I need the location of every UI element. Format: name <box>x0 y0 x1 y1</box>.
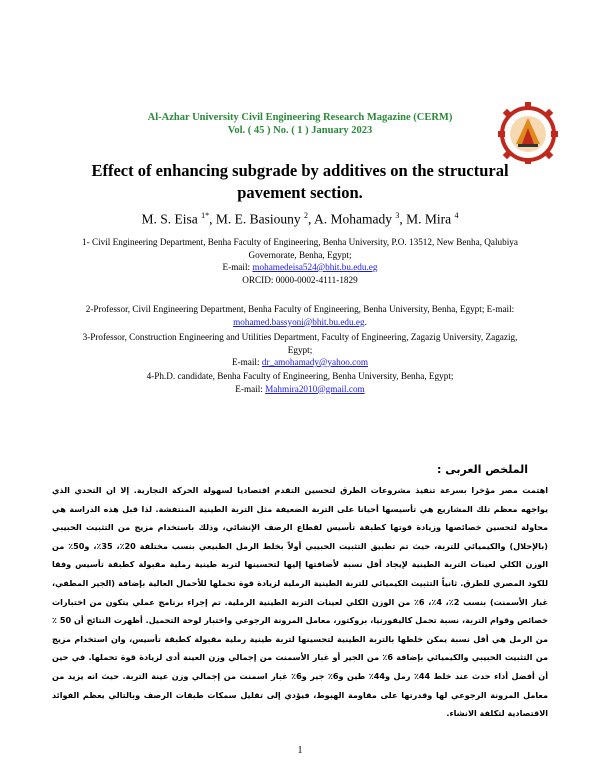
affiliation-2: 2-Professor, Civil Engineering Department, Benha Faculty of Engineering, Benha University, Benha, Egypt; E-mail: mohamed.bassyoni@bhit.bu.edu.eg. <box>85 304 515 327</box>
affiliation-4: 4-Ph.D. candidate, Benha Faculty of Engineering, Benha University, Benha, Egypt; E-mail: Mahmira2010@gmail.com <box>70 370 530 395</box>
email-link[interactable]: dr_amohamady@yahoo.com <box>261 357 369 367</box>
affiliation-1: 1- Civil Engineering Department, Benha Faculty of Engineering, Benha University, P.O. 13512, New Benha, Qalubiya Governorate, Benha, Egypt; E-mail: mohamedeisa524@bhit.bu.edu.eg ORCID: 0000-0002-4111-1829 <box>70 236 530 286</box>
email-link[interactable]: Mahmira2010@gmail.com <box>265 383 365 394</box>
journal-issue: Vol. ( 45 ) No. ( 1 ) January 2023 <box>227 124 373 136</box>
author-list: M. S. Eisa $^{1*}$, M. E. Basiouny $^2$, A. Mohamady $^3$, M. Mira $^4$ <box>141 211 459 227</box>
affiliation-text: 4-Ph.D. candidate, Benha Faculty of Engineering, Benha University, Benha, Egypt; <box>146 371 454 381</box>
orcid: ORCID: 0000-0002-4111-1829 <box>242 274 358 285</box>
affiliation-3: 3-Professor, Construction Engineering and Utilities Department, Faculty of Engineering, Zagazig University, Zagazig, Egypt; E-mail: dr_amohamady@yahoo.com <box>70 331 530 369</box>
author-affiliation-mark: 1* <box>201 211 210 220</box>
affiliation-text: 2-Professor, Civil Engineering Department, Benha Faculty of Engineering, Benha University, Benha, Egypt; E-mail: <box>85 304 515 314</box>
email-link[interactable]: mohamedeisa524@bhit.bu.edu.eg <box>252 262 378 272</box>
affiliation-text: 3-Professor, Construction Engineering and Utilities Department, Faculty of Engineering, Zagazig University, Zagazig, Egypt; <box>82 332 518 355</box>
author-name: M. Mira <box>406 211 452 227</box>
arabic-abstract-heading: الملخص العربى : <box>437 463 528 476</box>
author-affiliation-mark: 2 <box>304 211 308 220</box>
journal-name: Al-Azhar University Civil Engineering Research Magazine (CERM) <box>147 112 453 123</box>
author-affiliation-mark: 3 <box>395 211 400 220</box>
arabic-abstract-body: اهتمت مصر مؤخرا بسرعة تنفيذ مشروعات الطرق لتحسين التقدم اقتصاديا لسهولة الحركة التجارية. إلا ان التحدي الذي يواجهه معظم تلك المشاريع هي تأسيسها أحيانا على التربة الضعيفة مثل التربة الطينية المنتفشة. لذا قبل هذه الدراسة هي محاولة لتحسين خصائصها وزيادة قوتها كطبقة تأسيس لقطاع الرصف الإنشائي، وذلك باستخدام مزيج من التثبيت الحبيبي (بالإحلال) والكيميائي للتربة، حيث تم تطبيق التثبيت الحبيبي أولاً بخلط الرمل الطبيعي بنسب مختلفة 20٪، 35٪، و50٪ من الوزن الكلي لعينات التربة الطينية لإيجاد أقل نسبة لأضافتها إليها لتحسينها لتربة طينية رملية مقبولة كطبقة تأسيس وفقا للكود المصري للطرق. ثانياً التثبيت الكيميائي للتربة الطينية الرملية لزيادة قوة تحملها للأحمال العالية بإضافة (الجير المطفي، غبار الأسمنت) بنسب 2٪، 4٪، 6٪ من الوزن الكلي لعينات التربة الطينية الرملية. تم إجراء برنامج عملي يتكون من اختبارات خصائص وقوام التربة، نسبة تحمل كاليفورنيا، بروكتور، معامل المرونة الرجوعي واختبار لوحة التحميل. أظهرت النتائج أن 50 ٪ من الرمل هي أقل نسبة يمكن خلطها بالتربة الطينية لتحسينها لتربة طينية رملية مقبولة كطبقة تأسيس، وان استخدام مزيج من التثبيت الحبيبي والكيميائي بإضافة 6٪ من الجير أو غبار الأسمنت من إجمالي وزن العينة أدى لزيادة قوة تحملها. في حين أن أفضل أداء حدث عند خلط 44٪ رمل و44٪ طين و6٪ جير و6٪ غبار اسمنت من إجمالي وزن عينة التربة. حيث انه يزيد من معامل المرونة الرجوعي لها وقدرتها على مقاومة الهبوط، فيؤدي إلى تقليل سمكات طبقات الرصف وبالتالي يعظم الفوائد الاقتصادية لتكلفة الانشاء. <box>52 485 548 719</box>
page-number: 1 <box>297 745 303 756</box>
author-name: A. Mohamady <box>314 211 393 227</box>
affiliation-text: 1- Civil Engineering Department, Benha Faculty of Engineering, Benha University, P.O. 13512, New Benha, Qalubiya Governorate, Benha, Egypt; <box>82 237 518 260</box>
author-name: M. E. Basiouny <box>215 211 301 227</box>
email-link[interactable]: mohamed.bassyoni@bhit.bu.edu.eg <box>233 316 365 327</box>
author-affiliation-mark: 4 <box>454 211 459 220</box>
paper-title: Effect of enhancing subgrade by additives on the structural pavement section. <box>91 161 509 202</box>
journal-header <box>0 112 600 137</box>
author-name: M. S. Eisa <box>141 211 198 227</box>
